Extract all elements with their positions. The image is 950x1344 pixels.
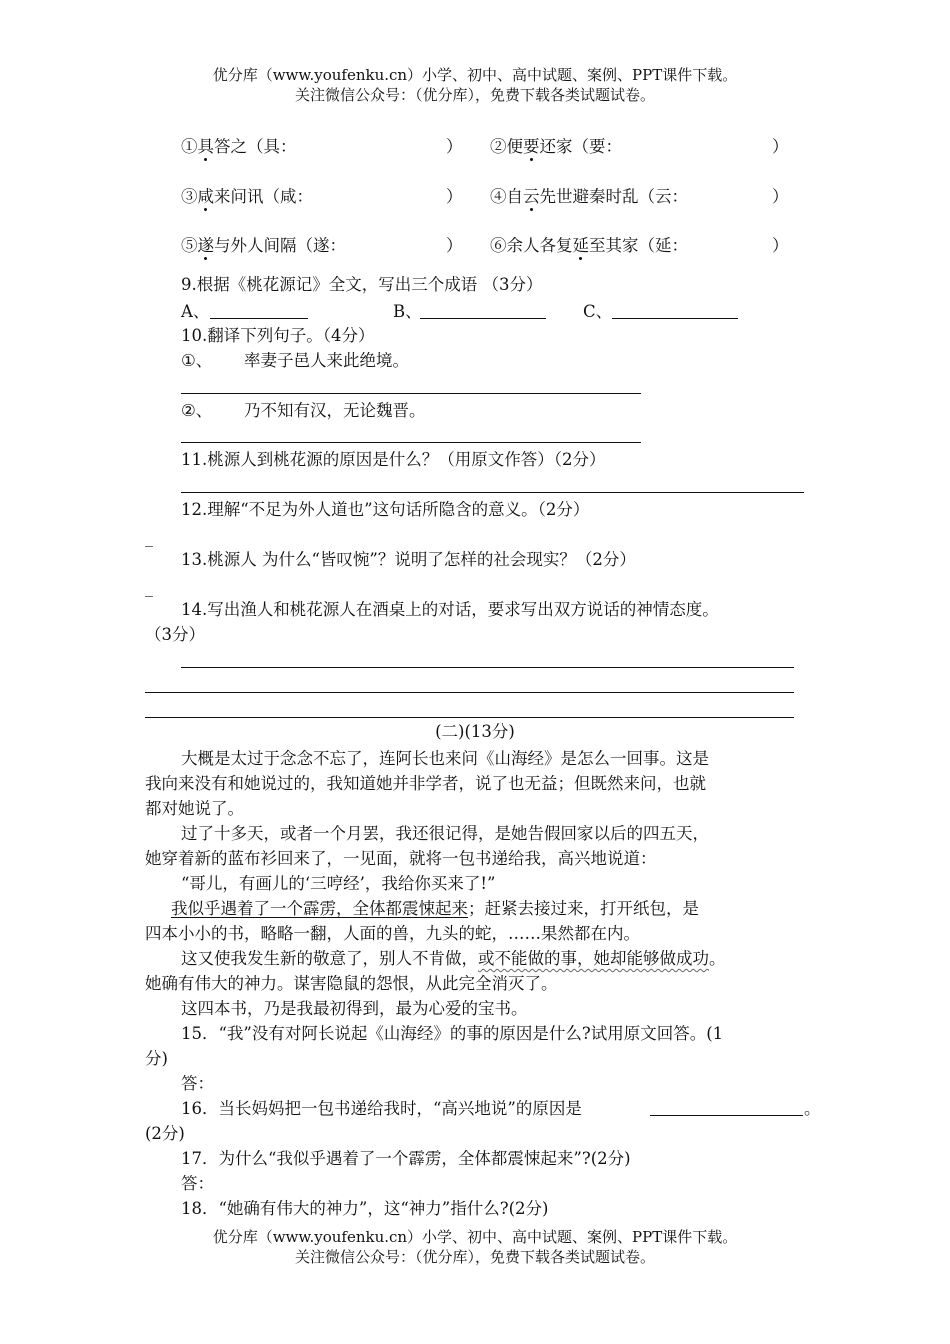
underlined-sentence: 我似乎遇着了一个霹雳，全体都震悚起来: [171, 899, 468, 918]
q8-item-2-close: ）: [772, 137, 789, 156]
q9-answer-line-b[interactable]: [420, 318, 546, 319]
q9-option-b: B、: [393, 302, 422, 321]
passage-p5-line-1: 这又使我发生新的敬意了，别人不肯做，或不能做的事，她却能够做成功。: [181, 949, 726, 968]
q9-option-a: A、: [181, 302, 210, 321]
q8-item-3: ③咸来问讯（咸：: [181, 187, 313, 206]
q10-sentence-1: 率妻子邑人来此绝境。: [244, 351, 409, 370]
passage-p2-line-2: 她穿着新的蓝布衫回来了，一见面，就将一包书递给我，高兴地说道：: [145, 849, 657, 868]
q8-item-1: ①具答之（具：: [181, 137, 297, 156]
q10-sentence-1-number: ①、: [181, 351, 213, 370]
q15-answer-label: 答：: [181, 1074, 214, 1093]
header-line-2: 关注微信公众号：（优分库），免费下载各类试题试卷。: [294, 86, 655, 104]
passage-p3: “哥儿，有画儿的‘三哼经’，我给你买来了!”: [181, 874, 496, 893]
passage-p1-line-3: 都对她说了。: [145, 799, 244, 818]
passage-p5-line-2: 她确有伟大的神力。谋害隐鼠的怨恨，从此完全消灭了。: [145, 974, 558, 993]
q9-option-c: C、: [583, 302, 613, 321]
q16-answer-line[interactable]: [650, 1115, 803, 1116]
q8-item-6-close: ）: [772, 236, 789, 255]
passage-p1-line-1: 大概是太过于念念不忘了，连阿长也来问《山海经》是怎么一回事。这是: [181, 749, 709, 768]
q8-item-2: ②便要还家（要：: [490, 137, 622, 156]
passage-p2-line-1: 过了十多天，或者一个月罢，我还很记得，是她告假回家以后的四五天，: [181, 824, 709, 843]
passage-p4-line-1: 我似乎遇着了一个霹雳，全体都震悚起来；赶紧去接过来，打开纸包，是: [171, 899, 699, 918]
q14-answer-line-3[interactable]: [145, 717, 794, 718]
q14-text-line-1: 14.写出渔人和桃花源人在酒桌上的对话，要求写出双方说话的神情态度。: [181, 600, 719, 619]
header-line-1: 优分库（www.youfenku.cn）小学、初中、高中试题、案例、PPT课件下载。: [212, 66, 738, 84]
q8-item-4-close: ）: [772, 187, 789, 206]
footer-line-1: 优分库（www.youfenku.cn）小学、初中、高中试题、案例、PPT课件下载。: [212, 1228, 738, 1246]
q15-text-line-1: 15．“我”没有对阿长说起《山海经》的事的原因是什么?试用原文回答。(1: [181, 1024, 724, 1043]
q13-answer-dash[interactable]: _: [145, 578, 153, 597]
q14-answer-line-2[interactable]: [145, 692, 794, 693]
q14-text-line-2: （3分）: [145, 625, 205, 644]
q8-item-1-close: ）: [446, 137, 463, 156]
passage-p6: 这四本书，乃是我最初得到，最为心爱的宝书。: [181, 999, 528, 1018]
q16-text-line-1: 16．当长妈妈把一包书递给我时，“高兴地说”的原因是: [181, 1099, 582, 1118]
q16-text-line-2: (2分): [145, 1124, 185, 1143]
q10-sentence-2-number: ②、: [181, 401, 213, 420]
passage-p1-line-2: 我向来没有和她说过的，我知道她并非学者，说了也无益；但既然来问，也就: [145, 774, 706, 793]
q16-text-end: 。: [804, 1099, 821, 1118]
q10-answer-line-2[interactable]: [181, 442, 641, 443]
q10-answer-line-1[interactable]: [181, 393, 641, 394]
q8-item-5-close: ）: [446, 236, 463, 255]
wavy-underlined-phrase: 或不能做的事，她却能够做成功: [478, 949, 709, 968]
q11-answer-line[interactable]: [181, 492, 804, 493]
footer-line-2: 关注微信公众号：（优分库），免费下载各类试题试卷。: [294, 1248, 655, 1266]
q8-item-3-close: ）: [446, 187, 463, 206]
q8-item-4: ④自云先世避秦时乱（云：: [490, 187, 688, 206]
q12-text: 12.理解“不足为外人道也”这句话所隐含的意义。（2分）: [181, 500, 590, 519]
section-2-title: (二)(13分): [435, 722, 515, 741]
q13-text: 13.桃源人 为什么“皆叹惋”？说明了怎样的社会现实？（2分）: [181, 550, 636, 569]
q9-answer-line-a[interactable]: [210, 318, 308, 319]
q18-text: 18．“她确有伟大的神力”，这“神力”指什么?(2分): [181, 1199, 549, 1218]
q12-answer-dash[interactable]: _: [145, 528, 153, 547]
q10-sentence-2: 乃不知有汉，无论魏晋。: [244, 401, 426, 420]
q11-text: 11.桃源人到桃花源的原因是什么？（用原文作答）（2分）: [181, 450, 606, 469]
q9-answer-line-c[interactable]: [612, 318, 738, 319]
q8-item-6: ⑥余人各复延至其家（延：: [490, 236, 688, 255]
q17-text: 17．为什么“我似乎遇着了一个霹雳，全体都震悚起来”?(2分): [181, 1149, 631, 1168]
q9-text: 9.根据《桃花源记》全文，写出三个成语 （3分）: [181, 275, 543, 294]
q14-answer-line-1[interactable]: [181, 667, 794, 668]
passage-p4-line-2: 四本小小的书，略略一翻，人面的兽，九头的蛇，……果然都在内。: [145, 924, 640, 943]
q17-answer-label: 答：: [181, 1174, 214, 1193]
q8-item-5: ⑤遂与外人间隔（遂：: [181, 236, 346, 255]
q15-text-line-2: 分): [145, 1049, 168, 1068]
q10-text: 10.翻译下列句子。（4分）: [181, 326, 375, 345]
